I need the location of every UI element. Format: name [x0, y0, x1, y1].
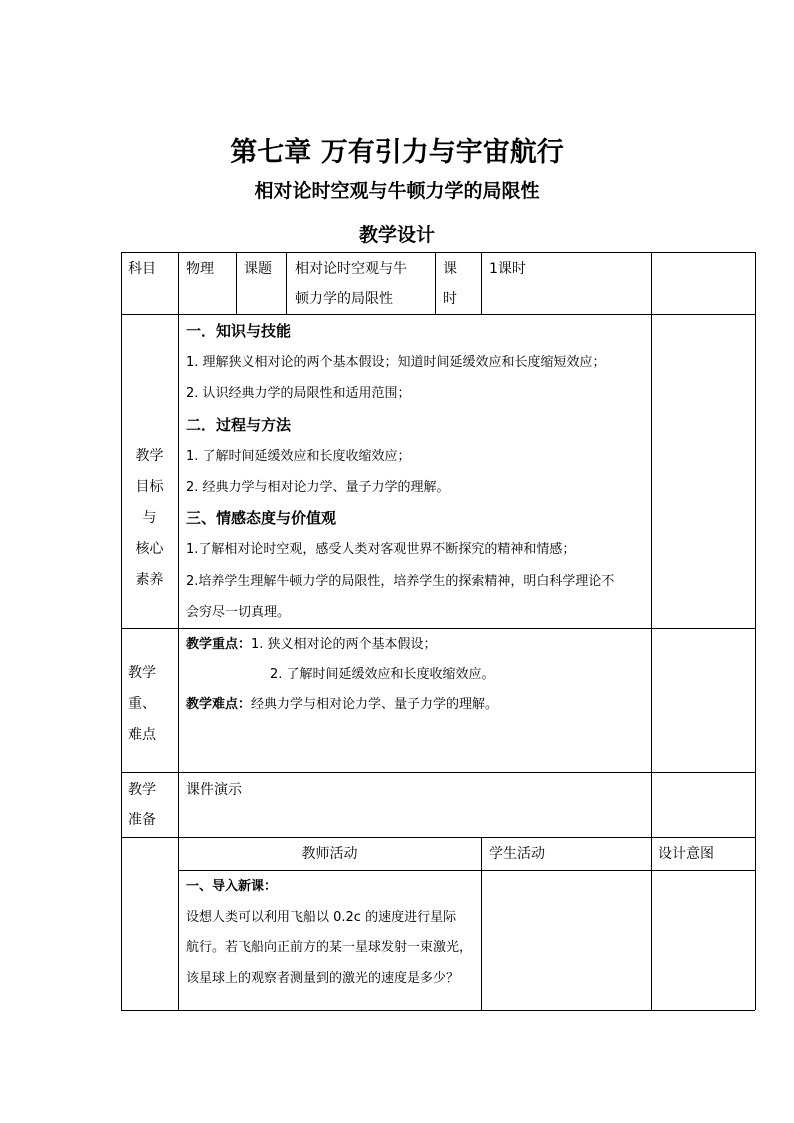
goal-item: 2. 认识经典力学的局限性和适用范围；: [186, 386, 411, 402]
hours-label-char: 课: [443, 261, 457, 277]
keypoints-label-line: 难点: [128, 727, 156, 743]
table-border-bottom: [121, 1010, 755, 1011]
table-row-divider: [121, 628, 755, 629]
table-border-left: [121, 252, 122, 1010]
keypoints-content: [186, 630, 498, 720]
section-heading: 三、情感态度与价值观: [186, 509, 337, 528]
topic-label: 课题: [244, 261, 272, 277]
table-col-divider: [435, 252, 436, 314]
key-point-item: 2. 了解时间延缓效应和长度收缩效应。: [270, 667, 495, 682]
table-border-top: [121, 252, 755, 253]
document-type-title: 教学设计: [358, 224, 435, 246]
prep-label-line: 准备: [128, 812, 156, 828]
goals-label-line: 素养: [135, 572, 164, 588]
keypoints-label: [128, 658, 156, 751]
hours-label-char: 时: [443, 291, 457, 307]
goals-label-line: 教学: [135, 448, 164, 464]
section-heading: 二．过程与方法: [186, 415, 292, 434]
key-points-heading: 教学重点：: [186, 637, 252, 652]
subject-value: 物理: [186, 261, 214, 277]
goals-label-line: 目标: [135, 479, 164, 495]
goals-label: [121, 441, 178, 596]
table-col-divider: [481, 252, 482, 314]
hours-label: [443, 254, 457, 314]
key-point-item: 1. 狭义相对论的两个基本假设；: [251, 637, 437, 652]
prep-content: 课件演示: [186, 782, 242, 798]
hours-value: 1课时: [489, 261, 526, 277]
goal-item: 2.培养学生理解牛顿力学的局限性，培养学生的探索精神，明白科学理论不: [186, 573, 615, 589]
subject-label: 科目: [128, 261, 156, 277]
table-row-divider: [178, 870, 755, 871]
table-row-divider: [121, 772, 755, 773]
topic-line: 顿力学的局限性: [295, 291, 393, 307]
design-intent-header: 设计意图: [658, 846, 714, 862]
table-border-right: [755, 252, 756, 1010]
table-col-divider: [481, 837, 482, 1010]
intro-line: 该星球上的观察者测量到的激光的速度是多少？: [186, 970, 460, 986]
goal-item: 1.了解相对论时空观，感受人类对客观世界不断探究的精神和情感；: [186, 542, 576, 558]
prep-label-line: 教学: [128, 782, 156, 798]
table-col-divider: [178, 252, 179, 1010]
prep-label: [128, 775, 156, 835]
table-col-divider: [286, 252, 287, 314]
topic-line: 相对论时空观与牛: [295, 261, 407, 277]
keypoints-label-line: 重、: [128, 696, 156, 712]
table-row-divider: [121, 837, 755, 838]
table-row-divider: [121, 314, 755, 315]
goals-label-line: 核心: [135, 541, 164, 557]
table-col-divider: [236, 252, 237, 314]
intro-heading: 一、导入新课：: [186, 879, 278, 894]
teacher-activity-content: [186, 872, 472, 994]
teacher-activity-header: 教师活动: [301, 846, 358, 862]
goals-label-line: 与: [142, 510, 157, 526]
goal-item: 会穷尽一切真理。: [186, 604, 291, 620]
lesson-title: 相对论时空观与牛顿力学的局限性: [254, 180, 540, 202]
difficult-points-heading: 教学难点：: [186, 697, 252, 712]
difficult-point-text: 经典力学与相对论力学、量子力学的理解。: [251, 697, 499, 712]
section-heading: 一．知识与技能: [186, 322, 292, 340]
chapter-title: 第七章 万有引力与宇宙航行: [230, 137, 564, 168]
intro-line: 设想人类可以利用飞船以 0.2c 的速度进行星际: [186, 909, 457, 925]
student-activity-header: 学生活动: [489, 846, 545, 862]
intro-line: 航行。若飞船向正前方的某一星球发射一束激光，: [186, 940, 473, 955]
topic-value: [295, 254, 407, 314]
goals-content: [186, 316, 648, 628]
table-col-divider: [651, 252, 652, 1010]
goal-item: 1. 了解时间延缓效应和长度收缩效应；: [186, 448, 411, 464]
goal-item: 1. 理解狭义相对论的两个基本假设；知道时间延缓效应和长度缩短效应；: [186, 355, 606, 371]
keypoints-label-line: 教学: [128, 665, 156, 681]
goal-item: 2. 经典力学与相对论力学、量子力学的理解。: [186, 480, 450, 496]
